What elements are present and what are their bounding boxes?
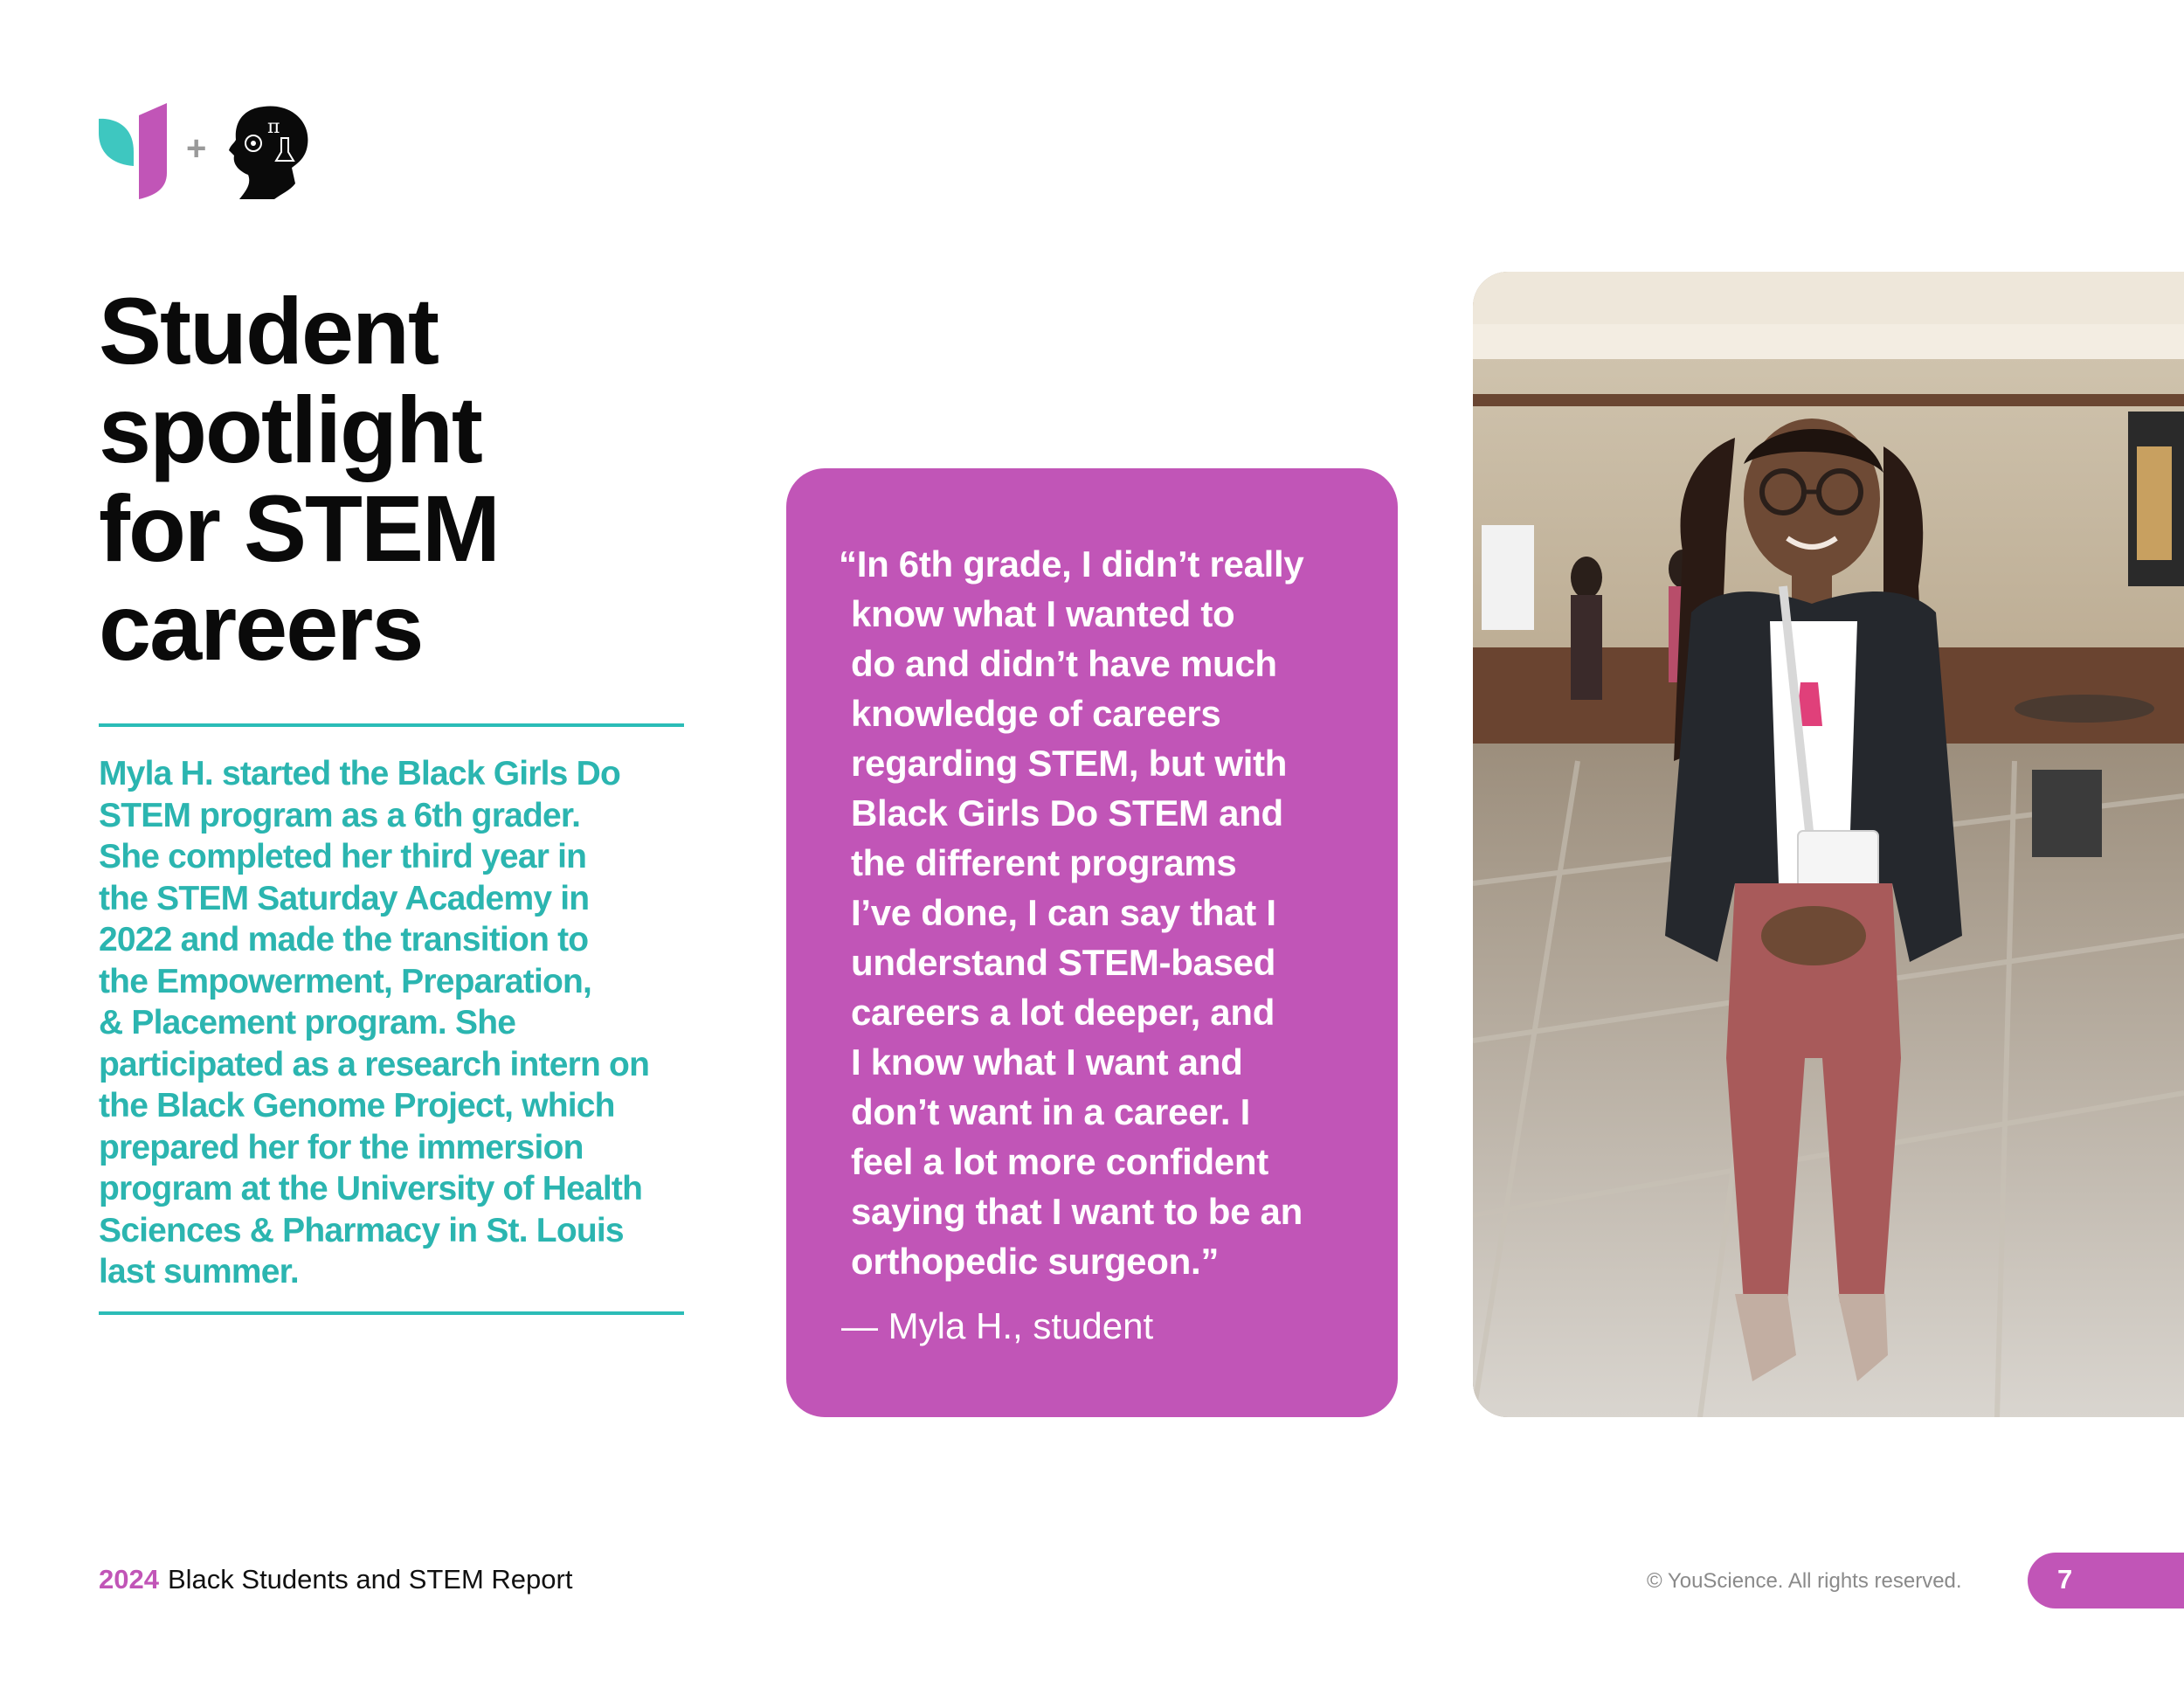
footer-report-title xyxy=(99,1564,572,1595)
page-number-tab xyxy=(2028,1553,2184,1608)
title-line: Student xyxy=(99,278,438,384)
quote-line: careers a lot deeper, and xyxy=(851,992,1275,1033)
bio-line: participated as a research intern on xyxy=(99,1045,650,1083)
bio-line: the Black Genome Project, which xyxy=(99,1087,615,1124)
bio-line: program at the University of Health xyxy=(99,1170,643,1207)
bio-line: Sciences & Pharmacy in St. Louis xyxy=(99,1211,624,1249)
svg-text:π: π xyxy=(267,116,280,138)
photo-illustration xyxy=(1473,272,2184,1417)
quote-line: “In 6th grade, I didn’t really xyxy=(839,543,1304,585)
bio-line: She completed her third year in xyxy=(99,838,587,875)
bio-line: prepared her for the immersion xyxy=(99,1128,584,1166)
bio-line: the Empowerment, Preparation, xyxy=(99,962,592,1000)
bio-line: Myla H. started the Black Girls Do xyxy=(99,755,620,792)
title-line: for STEM xyxy=(99,475,499,581)
bio-line: the STEM Saturday Academy in xyxy=(99,879,590,917)
quote-line: regarding STEM, but with xyxy=(851,743,1288,784)
footer-year: 2024 xyxy=(99,1564,159,1595)
divider-top xyxy=(99,723,684,727)
quote-line: saying that I want to be an xyxy=(851,1191,1303,1232)
black-girls-do-stem-logo-icon xyxy=(229,103,312,199)
bio-line: 2022 and made the transition to xyxy=(99,921,589,958)
quote-line: don’t want in a career. I xyxy=(851,1091,1250,1132)
quote-line: feel a lot more confident xyxy=(851,1141,1268,1182)
quote-line: do and didn’t have much xyxy=(851,643,1277,684)
quote-line: the different programs xyxy=(851,842,1237,883)
quote-line: orthopedic surgeon.” xyxy=(851,1241,1220,1282)
page-number: 7 xyxy=(2057,1564,2073,1595)
title-line: careers xyxy=(99,574,423,680)
youscience-logo-icon xyxy=(99,103,177,199)
quote-line: I know what I want and xyxy=(851,1041,1243,1083)
plus-sign: + xyxy=(186,129,207,168)
quote-line: knowledge of careers xyxy=(851,693,1221,734)
student-bio xyxy=(99,753,693,1293)
footer-copyright: © YouScience. All rights reserved. xyxy=(1647,1569,1962,1593)
divider-bottom xyxy=(99,1311,684,1315)
quote-attribution: — Myla H., student xyxy=(841,1305,1154,1346)
bio-line: & Placement program. She xyxy=(99,1004,516,1041)
title-line: spotlight xyxy=(99,377,481,482)
bio-line: last summer. xyxy=(99,1253,299,1290)
bio-line: STEM program as a 6th grader. xyxy=(99,796,581,834)
quote-card xyxy=(786,468,1398,1417)
quote-line: know what I wanted to xyxy=(851,593,1235,634)
quote-text xyxy=(839,539,1372,1286)
quote-line: Black Girls Do STEM and xyxy=(851,792,1283,834)
page-title xyxy=(99,278,728,680)
quote-line: I’ve done, I can say that I xyxy=(851,892,1276,933)
quote-line: understand STEM-based xyxy=(851,942,1276,983)
student-photo xyxy=(1473,272,2184,1417)
footer-title: Black Students and STEM Report xyxy=(167,1564,573,1595)
